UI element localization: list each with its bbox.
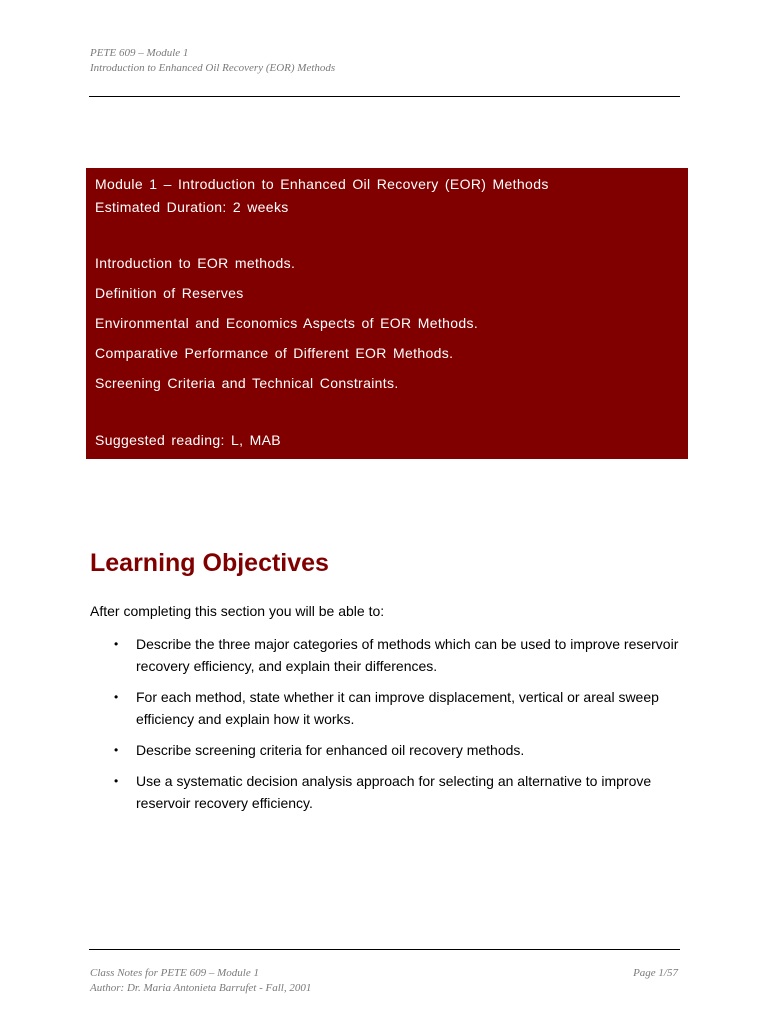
module-topic: Environmental and Economics Aspects of EOR Methods.	[95, 315, 479, 331]
module-topic: Introduction to EOR methods.	[95, 255, 296, 271]
list-item	[90, 770, 690, 814]
section-intro: After completing this section you will be able to:	[90, 603, 385, 619]
section-title: Learning Objectives	[90, 549, 329, 577]
module-title: Module 1 – Introduction to Enhanced Oil Recovery (EOR) Methods	[95, 176, 549, 192]
header-subtitle: Introduction to Enhanced Oil Recovery (EOR) Methods	[90, 62, 336, 74]
module-topic: Definition of Reserves	[95, 285, 244, 301]
header-course: PETE 609 – Module 1	[90, 47, 189, 59]
bullet-icon: •	[114, 774, 119, 788]
objective-text: Use a systematic decision analysis approach for selecting an alternative to improve reservoir recovery efficiency.	[136, 773, 652, 811]
module-topic: Comparative Performance of Different EOR Methods.	[95, 345, 454, 361]
footer-class-notes: Class Notes for PETE 609 – Module 1	[90, 967, 259, 979]
bullet-icon: •	[114, 743, 119, 757]
module-duration: Estimated Duration: 2 weeks	[95, 199, 289, 215]
list-item	[90, 739, 690, 761]
objective-text: Describe the three major categories of methods which can be used to improve reservoir recovery efficiency, and explain their differences.	[136, 636, 679, 674]
page-number: Page 1/57	[633, 967, 678, 979]
objective-text: Describe screening criteria for enhanced oil recovery methods.	[136, 742, 525, 758]
objective-text: For each method, state whether it can improve displacement, vertical or areal sweep efficiency and explain how it works.	[136, 689, 659, 727]
header-divider	[89, 96, 680, 97]
footer-author: Author: Dr. Maria Antonieta Barrufet - Fall, 2001	[90, 982, 312, 994]
objectives-list	[90, 633, 690, 823]
bullet-icon: •	[114, 690, 119, 704]
page-header	[90, 46, 680, 76]
bullet-icon: •	[114, 637, 119, 651]
module-reading: Suggested reading: L, MAB	[95, 432, 281, 448]
list-item	[90, 686, 690, 730]
list-item	[90, 633, 690, 677]
page-footer	[90, 966, 680, 996]
footer-divider	[89, 949, 680, 950]
module-summary-box	[86, 168, 688, 459]
module-topic: Screening Criteria and Technical Constraints.	[95, 375, 399, 391]
